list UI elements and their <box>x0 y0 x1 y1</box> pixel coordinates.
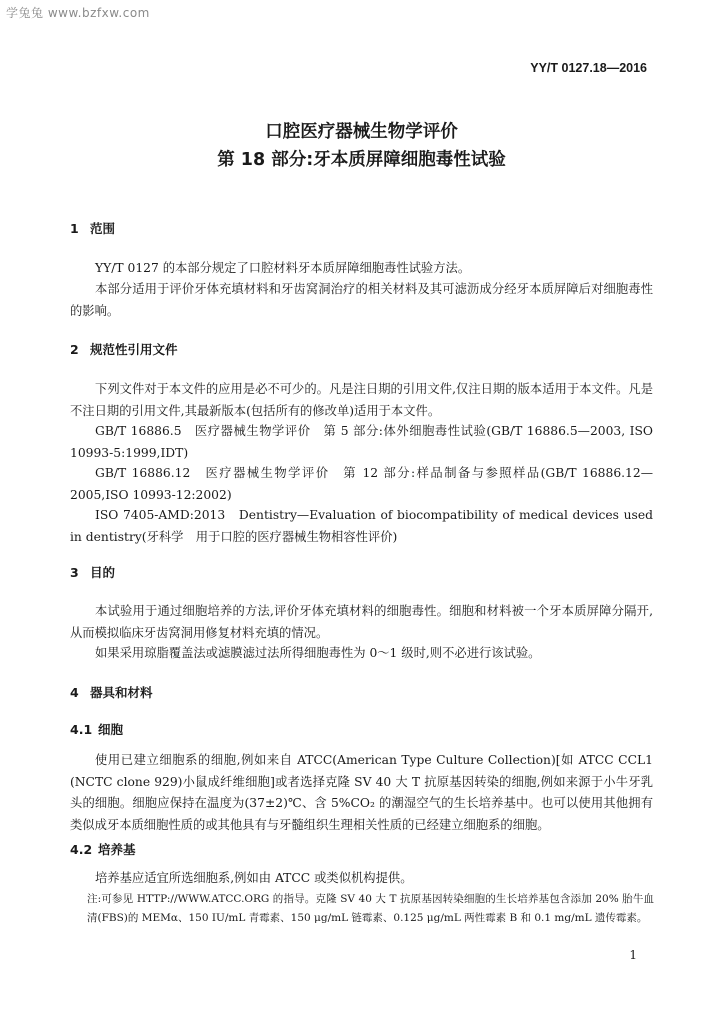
page-number: 1 <box>629 948 637 962</box>
reference-3: ISO 7405-AMD:2013 Dentistry—Evaluation of biocompatibility of medical devices used in dentistry(牙科学 用于口腔的医疗器械生物相容性评价) <box>70 508 653 544</box>
section-4-2-note: 注:可参见 HTTP://WWW.ATCC.ORG 的指导。克隆 SV 40 大 T 抗原基因转染细胞的生长培养基包含添加 20% 胎牛血清(FBS)的 MEMα、150 IU/mL 青霉素、150 μg/mL 链霉素、0.125 μg/mL 两性霉素 B 和 0.1 mg/mL 遗传霉素。 <box>87 893 654 924</box>
section-title: 目的 <box>90 565 116 580</box>
section-number: 3 <box>70 565 79 580</box>
section-title: 器具和材料 <box>90 685 153 700</box>
section-4-heading <box>70 685 153 701</box>
section-2-heading <box>70 342 178 358</box>
section-4-2-paragraph-1: 培养基应适宜所选细胞系,例如由 ATCC 或类似机构提供。 <box>95 871 413 885</box>
section-title: 范围 <box>90 221 116 236</box>
reference-1: GB/T 16886.5 医疗器械生物学评价 第 5 部分:体外细胞毒性试验(GB/T 16886.5—2003, ISO 10993-5:1999,IDT) <box>70 424 653 460</box>
section-1-paragraph-2: 本部分适用于评价牙体充填材料和牙齿窝洞治疗的相关材料及其可滤沥成分经牙本质屏障后对细胞毒性的影响。 <box>70 282 653 318</box>
section-3-paragraph-1: 本试验用于通过细胞培养的方法,评价牙体充填材料的细胞毒性。细胞和材料被一个牙本质屏障分隔开,从而模拟临床牙齿窝洞用修复材料充填的情况。 <box>70 604 653 640</box>
section-number: 2 <box>70 342 79 357</box>
section-3-paragraph-2: 如果采用琼脂覆盖法或滤膜滤过法所得细胞毒性为 0～1 级时,则不必进行该试验。 <box>95 646 541 660</box>
section-1-paragraph-1: YY/T 0127 的本部分规定了口腔材料牙本质屏障细胞毒性试验方法。 <box>95 261 471 275</box>
section-1-heading <box>70 221 115 237</box>
document-number: YY/T 0127.18—2016 <box>530 61 647 75</box>
title-line-1: 口腔医疗器械生物学评价 <box>265 122 458 142</box>
section-4-1-heading <box>70 722 123 738</box>
section-number: 1 <box>70 221 79 236</box>
section-number: 4.1 <box>70 722 93 737</box>
section-number: 4.2 <box>70 842 93 857</box>
title-line-2: 第 18 部分:牙本质屏障细胞毒性试验 <box>217 150 506 170</box>
section-3-heading <box>70 565 115 581</box>
section-2-paragraph-1: 下列文件对于本文件的应用是必不可少的。凡是注日期的引用文件,仅注日期的版本适用于本文件。凡是不注日期的引用文件,其最新版本(包括所有的修改单)适用于本文件。 <box>70 382 653 418</box>
watermark-text: 学兔兔 www.bzfxw.com <box>6 6 150 20</box>
section-title: 培养基 <box>98 842 136 857</box>
section-4-2-heading <box>70 842 136 858</box>
section-number: 4 <box>70 685 79 700</box>
section-4-1-paragraph-1: 使用已建立细胞系的细胞,例如来自 ATCC(American Type Culture Collection)[如 ATCC CCL1 (NCTC clone 929)小鼠成纤维细胞]或者选择克隆 SV 40 大 T 抗原基因转染的细胞,例如来源于小牛牙乳头的细胞。细胞应保持在温度为(37±2)℃、含 5%CO₂ 的潮湿空气的生长培养基中。也可以使用其他拥有类似成牙本质细胞性质的或其他具有与牙髓组织生理相关性质的已经建立细胞系的细胞。 <box>70 753 653 832</box>
section-title: 规范性引用文件 <box>90 342 178 357</box>
reference-2: GB/T 16886.12 医疗器械生物学评价 第 12 部分:样品制备与参照样品(GB/T 16886.12—2005,ISO 10993-12:2002) <box>70 466 653 502</box>
section-title: 细胞 <box>98 722 124 737</box>
